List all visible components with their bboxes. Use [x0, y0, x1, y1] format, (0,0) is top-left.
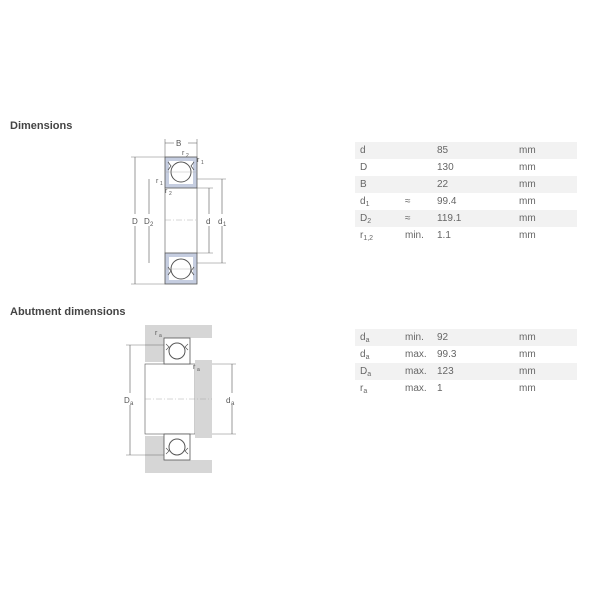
symbol-sub: a	[363, 387, 368, 395]
label-r2-top-sub: 2	[186, 153, 189, 159]
symbol: D	[360, 161, 368, 173]
symbol-sub: a	[365, 353, 370, 361]
label-D: D	[132, 217, 138, 226]
label-r1-left: r	[156, 178, 159, 185]
symbol: D	[360, 212, 368, 224]
table-row	[355, 142, 577, 159]
label-d1: d	[218, 217, 223, 226]
symbol: d	[360, 348, 366, 360]
unit: mm	[519, 230, 536, 241]
unit: mm	[519, 162, 536, 173]
value: 85	[432, 142, 514, 159]
label-ra-right-sub: a	[197, 367, 200, 373]
bearing-dimensions-drawing	[125, 135, 235, 290]
symbol: d	[360, 144, 366, 156]
unit: mm	[519, 349, 536, 360]
symbol: d	[360, 331, 366, 343]
table-row	[355, 329, 577, 346]
label-ra-right: r	[193, 364, 196, 371]
label-d1-sub: 1	[223, 222, 227, 228]
table-row	[355, 176, 577, 193]
label-Da-sub: a	[130, 401, 134, 407]
symbol-sub: 1,2	[363, 234, 374, 242]
value: 1	[437, 383, 443, 394]
symbol-sub: a	[367, 370, 372, 378]
value: 1.1	[437, 230, 451, 241]
label-ra-top: r	[155, 330, 158, 337]
qualifier: max.	[405, 349, 427, 360]
abutment-dimensions-drawing	[120, 320, 245, 480]
qualifier: min.	[400, 329, 432, 346]
value: 119.1	[432, 210, 514, 227]
table-row	[355, 346, 577, 363]
dimensions-heading: Dimensions	[10, 120, 73, 132]
symbol-sub: 1	[365, 200, 370, 208]
symbol-sub: a	[365, 336, 370, 344]
symbol-sub: 2	[367, 217, 372, 225]
symbol: D	[360, 365, 368, 377]
value: 92	[432, 329, 514, 346]
table-row	[355, 363, 577, 380]
label-ra-top-sub: a	[159, 333, 162, 339]
label-r2-left: r	[165, 188, 168, 195]
value: 99.3	[437, 349, 457, 360]
unit: mm	[519, 196, 536, 207]
qualifier	[400, 142, 432, 159]
table-row	[355, 380, 577, 397]
label-D2: D	[144, 217, 150, 226]
symbol: r	[360, 229, 364, 241]
unit: mm	[514, 176, 577, 193]
qualifier: ≈	[400, 210, 432, 227]
unit: mm	[514, 142, 577, 159]
dimensions-table	[355, 142, 577, 244]
label-da-sub: a	[231, 401, 235, 407]
label-d: d	[206, 217, 211, 226]
label-r1-left-sub: 1	[160, 181, 163, 187]
unit: mm	[519, 383, 536, 394]
unit: mm	[514, 210, 577, 227]
abutment-heading: Abutment dimensions	[10, 306, 126, 318]
value: 130	[437, 162, 454, 173]
label-D2-sub: 2	[150, 222, 154, 228]
qualifier: ≈	[405, 196, 411, 207]
qualifier: max.	[400, 363, 432, 380]
value: 22	[432, 176, 514, 193]
qualifier	[400, 176, 432, 193]
label-da: d	[226, 396, 231, 405]
unit: mm	[514, 363, 577, 380]
symbol: d	[360, 195, 366, 207]
qualifier: min.	[405, 230, 424, 241]
symbol: r	[360, 382, 364, 394]
value: 99.4	[437, 196, 457, 207]
value: 123	[432, 363, 514, 380]
label-r1-top: r	[197, 157, 200, 164]
abutment-table	[355, 329, 577, 397]
label-Da: D	[124, 396, 130, 405]
unit: mm	[514, 329, 577, 346]
table-row	[355, 193, 577, 210]
label-r1-top-sub: 1	[201, 160, 204, 166]
table-row	[355, 227, 577, 244]
table-row	[355, 210, 577, 227]
qualifier: max.	[405, 383, 427, 394]
table-row	[355, 159, 577, 176]
symbol: B	[360, 178, 367, 190]
label-B: B	[176, 139, 182, 148]
label-r2-top: r	[182, 150, 185, 157]
label-r2-left-sub: 2	[169, 191, 172, 197]
qualifier	[400, 159, 432, 176]
